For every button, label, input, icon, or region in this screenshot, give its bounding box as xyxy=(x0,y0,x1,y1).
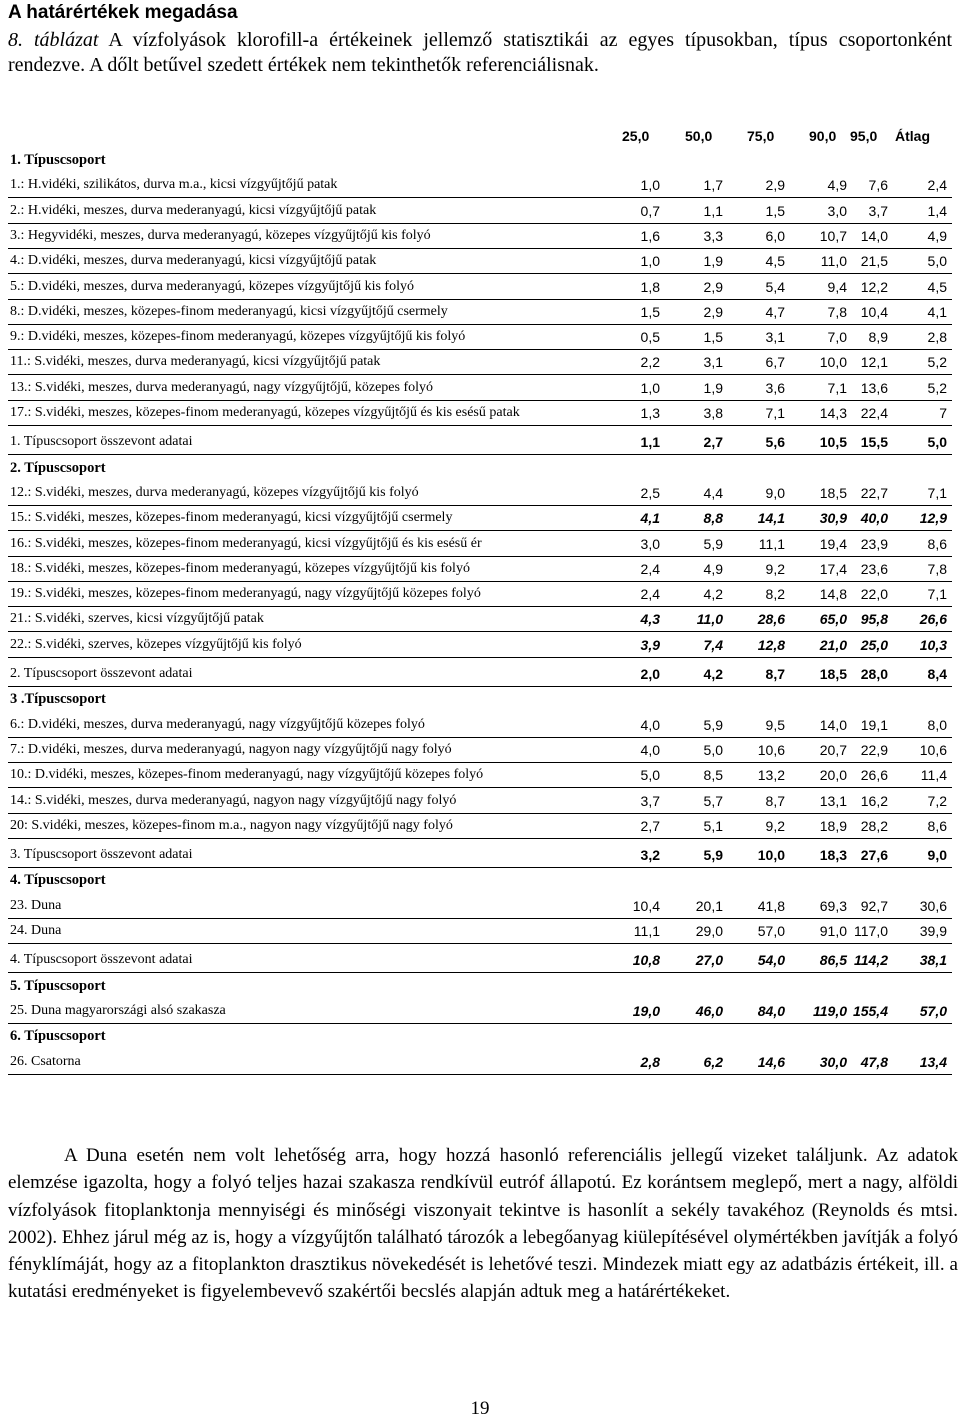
table-row xyxy=(0,742,960,767)
table-row xyxy=(0,203,960,228)
row-label: 7.: D.vidéki, meszes, durva mederanyagú, nagyon nagy vízgyűjtőjű nagy folyó xyxy=(10,741,452,757)
value-cell: 11,0 xyxy=(820,253,847,270)
value-cell: 2,5 xyxy=(640,484,660,501)
value-cell: 4,9 xyxy=(827,177,847,194)
value-cell: 10,5 xyxy=(819,434,847,451)
table-row xyxy=(0,510,960,535)
value-cell: 13,6 xyxy=(860,379,888,396)
value-cell: 22,0 xyxy=(860,586,888,603)
group-title: 4. Típuscsoport xyxy=(10,872,106,889)
value-cell: 39,9 xyxy=(919,923,947,939)
table-row xyxy=(0,717,960,742)
row-label: 22.: S.vidéki, szerves, közepes vízgyűjtőjű kis folyó xyxy=(10,636,302,652)
value-cell: 2,7 xyxy=(703,434,723,451)
value-cell: 6,0 xyxy=(765,227,785,244)
value-cell: 4,0 xyxy=(640,741,660,758)
value-cell: 30,9 xyxy=(819,510,847,527)
value-cell: 57,0 xyxy=(757,923,785,939)
value-cell: 8,2 xyxy=(765,586,785,603)
value-cell: 29,0 xyxy=(695,923,723,939)
value-cell: 30,6 xyxy=(919,897,947,914)
group-summary-row xyxy=(0,952,960,977)
row-label: 4.: D.vidéki, meszes, durva mederanyagú, kicsi vízgyűjtőjű patak xyxy=(10,253,377,269)
value-cell: 14,0 xyxy=(819,716,847,733)
value-cell: 2,4 xyxy=(927,177,947,194)
row-separator xyxy=(8,400,952,401)
value-cell: 155,4 xyxy=(852,1002,888,1019)
value-cell: 1,1 xyxy=(703,202,723,219)
value-cell: 10,3 xyxy=(919,636,947,653)
value-cell: 26,6 xyxy=(919,611,947,628)
value-cell: 2,2 xyxy=(640,354,660,371)
row-separator xyxy=(8,606,952,607)
value-cell: 2,9 xyxy=(703,303,723,320)
value-cell: 8,7 xyxy=(765,792,785,809)
row-label: 3.: Hegyvidéki, meszes, durva mederanyagú, közepes vízgyűjtőjű kis folyó xyxy=(10,227,431,243)
value-cell: 3,7 xyxy=(640,792,660,809)
row-separator xyxy=(8,299,952,300)
value-cell: 1,3 xyxy=(640,405,660,421)
row-label: 18.: S.vidéki, meszes, közepes-finom mederanyagú, közepes vízgyűjtőjű kis folyó xyxy=(10,560,470,576)
value-cell: 92,7 xyxy=(860,897,888,914)
row-label: 3. Típuscsoport összevont adatai xyxy=(10,847,193,863)
row-label: 12.: S.vidéki, meszes, durva mederanyagú, közepes vízgyűjtőjű kis folyó xyxy=(10,484,419,500)
value-cell: 3,6 xyxy=(765,379,785,396)
body-paragraph: A Duna esetén nem volt lehetőség arra, hogy hozzá hasonló referenciális jellegű vizeket találjunk. Az adatok elemzése igazolta, hogy a folyó teljes hazai szakasza rendkívül eutróf állapotú. Ez korántsem meglepő, mert a nagy, alföldi vízfolyások fitoplanktonja mennyiségi és minőségi viszonyait tekintve is hasonlít a sekély tavakéhoz (Reynolds és mtsi. 2002). Ehhez járul még az is, hogy a vízgyűjtőn található tározók a lebegőanyag kiülepítésével olymértékben javítják a folyó fényklímáját, hogy az a fitoplankton drasztikus növekedését is lehetővé teszi. Mindezek miatt egy az adatbázis értékeit, ill. a kutatási eredményeket is figyelembevevő szakértői becslés alapján adtuk meg a határértékeket. xyxy=(8,1145,958,1303)
value-cell: 8,6 xyxy=(927,535,947,552)
value-cell: 3,3 xyxy=(703,227,723,244)
value-cell: 21,5 xyxy=(860,253,888,270)
value-cell: 1,0 xyxy=(640,253,660,270)
value-cell: 1,9 xyxy=(703,379,723,396)
value-cell: 3,9 xyxy=(640,636,660,653)
value-cell: 8,9 xyxy=(868,329,888,346)
value-cell: 14,3 xyxy=(819,405,847,421)
value-cell: 8,0 xyxy=(927,716,947,733)
value-cell: 28,0 xyxy=(860,666,888,682)
value-cell: 5,4 xyxy=(765,278,785,295)
value-cell: 23,6 xyxy=(860,560,888,577)
value-cell: 16,2 xyxy=(860,792,888,809)
value-cell: 3,1 xyxy=(765,329,785,346)
value-cell: 14,6 xyxy=(757,1053,785,1070)
row-separator xyxy=(8,324,952,325)
row-label: 25. Duna magyarországi alsó szakasza xyxy=(10,1002,226,1018)
table-row xyxy=(0,485,960,510)
row-separator xyxy=(8,454,952,455)
value-cell: 8,5 xyxy=(703,767,723,784)
value-cell: 20,7 xyxy=(819,741,847,758)
value-cell: 5,6 xyxy=(765,434,785,451)
value-cell: 12,2 xyxy=(860,278,888,295)
value-cell: 7,1 xyxy=(765,405,785,421)
value-cell: 4,5 xyxy=(927,278,947,295)
row-separator xyxy=(8,838,952,839)
value-cell: 7,0 xyxy=(827,329,847,346)
value-cell: 25,0 xyxy=(860,636,888,653)
value-cell: 10,7 xyxy=(819,227,847,244)
table-row xyxy=(0,898,960,923)
table-row xyxy=(0,329,960,354)
table-row xyxy=(0,767,960,792)
value-cell: 0,7 xyxy=(640,202,660,219)
table-row xyxy=(0,536,960,561)
value-cell: 11,1 xyxy=(758,535,785,552)
value-cell: 5,2 xyxy=(927,354,947,371)
value-cell: 1,0 xyxy=(640,379,660,396)
value-cell: 3,8 xyxy=(703,405,723,421)
value-cell: 86,5 xyxy=(819,952,847,969)
group-title: 1. Típuscsoport xyxy=(10,152,106,168)
value-cell: 1,4 xyxy=(927,202,947,219)
value-cell: 1,5 xyxy=(765,202,785,219)
row-separator xyxy=(8,505,952,506)
value-cell: 7,1 xyxy=(827,379,847,396)
row-separator xyxy=(8,787,952,788)
value-cell: 95,8 xyxy=(860,611,888,628)
value-cell: 17,4 xyxy=(819,560,847,577)
value-cell: 41,8 xyxy=(757,897,785,914)
column-header: 95,0 xyxy=(850,128,878,144)
row-label: 16.: S.vidéki, meszes, közepes-finom mederanyagú, kicsi vízgyűjtőjű és kis esésű ér xyxy=(10,535,482,551)
value-cell: 5,7 xyxy=(703,792,723,809)
value-cell: 2,8 xyxy=(640,1053,660,1070)
value-cell: 1,8 xyxy=(640,278,660,295)
value-cell: 4,5 xyxy=(765,253,785,270)
value-cell: 4,7 xyxy=(765,303,785,320)
row-separator xyxy=(8,425,952,426)
row-label: 14.: S.vidéki, meszes, durva mederanyagú, nagyon nagy vízgyűjtőjű nagy folyó xyxy=(10,792,457,808)
table-row xyxy=(0,923,960,948)
table-row xyxy=(0,405,960,430)
value-cell: 1,7 xyxy=(703,177,723,194)
table-row xyxy=(0,253,960,278)
section-heading: A határértékek megadása xyxy=(8,2,238,23)
value-cell: 11,1 xyxy=(633,923,660,939)
value-cell: 15,5 xyxy=(860,434,888,451)
value-cell: 4,2 xyxy=(703,666,723,682)
group-title: 2. Típuscsoport xyxy=(10,459,106,476)
value-cell: 7,1 xyxy=(927,484,947,501)
value-cell: 54,0 xyxy=(757,952,785,969)
value-cell: 3,1 xyxy=(703,354,723,371)
value-cell: 10,4 xyxy=(860,303,888,320)
row-separator xyxy=(8,273,952,274)
row-label: 9.: D.vidéki, meszes, közepes-finom mederanyagú, közepes vízgyűjtőjű kis folyó xyxy=(10,329,466,345)
row-separator xyxy=(8,737,952,738)
value-cell: 10,0 xyxy=(757,847,785,864)
value-cell: 5,9 xyxy=(703,847,723,864)
group-title: 6. Típuscsoport xyxy=(10,1028,106,1045)
row-separator xyxy=(8,223,952,224)
table-row xyxy=(0,1003,960,1028)
row-label: 1. Típuscsoport összevont adatai xyxy=(10,434,193,450)
value-cell: 28,2 xyxy=(860,817,888,834)
row-label: 2. Típuscsoport összevont adatai xyxy=(10,666,193,681)
row-label: 13.: S.vidéki, meszes, durva mederanyagú, nagy vízgyűjtőjű, közepes folyó xyxy=(10,379,434,395)
row-separator xyxy=(8,918,952,919)
value-cell: 12,1 xyxy=(860,354,888,371)
row-label: 15.: S.vidéki, meszes, közepes-finom mederanyagú, kicsi vízgyűjtőjű csermely xyxy=(10,510,453,526)
row-label: 10.: D.vidéki, meszes, közepes-finom mederanyagú, nagy vízgyűjtőjű közepes folyó xyxy=(10,767,484,783)
value-cell: 22,7 xyxy=(860,484,888,501)
value-cell: 91,0 xyxy=(819,923,847,939)
row-label: 21.: S.vidéki, szerves, kicsi vízgyűjtőjű patak xyxy=(10,611,264,627)
value-cell: 5,1 xyxy=(703,817,723,834)
value-cell: 4,3 xyxy=(640,611,660,628)
value-cell: 2,8 xyxy=(927,329,947,346)
value-cell: 4,9 xyxy=(927,227,947,244)
value-cell: 2,9 xyxy=(703,278,723,295)
value-cell: 9,0 xyxy=(927,847,947,864)
value-cell: 7,8 xyxy=(827,303,847,320)
value-cell: 57,0 xyxy=(919,1002,947,1019)
row-separator xyxy=(8,197,952,198)
value-cell: 2,4 xyxy=(640,586,660,603)
value-cell: 5,9 xyxy=(703,716,723,733)
column-header: 50,0 xyxy=(685,128,713,144)
value-cell: 9,5 xyxy=(765,716,785,733)
value-cell: 12,8 xyxy=(757,636,785,653)
value-cell: 8,6 xyxy=(927,817,947,834)
table-row xyxy=(0,586,960,611)
value-cell: 38,1 xyxy=(919,952,947,969)
row-label: 8.: D.vidéki, meszes, közepes-finom mederanyagú, kicsi vízgyűjtőjű csermely xyxy=(10,303,448,319)
value-cell: 4,4 xyxy=(703,484,723,501)
row-separator xyxy=(8,248,952,249)
value-cell: 18,5 xyxy=(819,484,847,501)
table-row xyxy=(0,354,960,379)
value-cell: 8,4 xyxy=(927,666,947,682)
value-cell: 0,5 xyxy=(640,329,660,346)
row-separator xyxy=(8,972,952,973)
value-cell: 7,2 xyxy=(927,792,947,809)
row-separator xyxy=(8,530,952,531)
value-cell: 117,0 xyxy=(854,923,888,939)
value-cell: 40,0 xyxy=(860,510,888,527)
row-label: 26. Csatorna xyxy=(10,1053,81,1069)
row-separator xyxy=(8,556,952,557)
value-cell: 13,4 xyxy=(919,1053,947,1070)
value-cell: 10,8 xyxy=(632,952,660,969)
value-cell: 9,4 xyxy=(827,278,847,295)
value-cell: 11,4 xyxy=(920,767,947,784)
group-summary-row xyxy=(0,434,960,459)
value-cell: 6,2 xyxy=(703,1053,723,1070)
group-summary-row xyxy=(0,666,960,691)
row-separator xyxy=(8,1074,952,1075)
value-cell: 10,6 xyxy=(757,741,785,758)
value-cell: 10,4 xyxy=(632,897,660,914)
value-cell: 2,9 xyxy=(765,177,785,194)
row-label: 19.: S.vidéki, meszes, közepes-finom mederanyagú, nagy vízgyűjtőjű közepes folyó xyxy=(10,586,481,602)
value-cell: 1,5 xyxy=(640,303,660,320)
row-label: 5.: D.vidéki, meszes, durva mederanyagú, közepes vízgyűjtőjű kis folyó xyxy=(10,278,414,294)
table-row xyxy=(0,380,960,405)
value-cell: 14,0 xyxy=(860,227,888,244)
value-cell: 20,1 xyxy=(695,897,723,914)
value-cell: 114,2 xyxy=(854,952,888,969)
value-cell: 9,0 xyxy=(765,484,785,501)
value-cell: 1,1 xyxy=(640,434,660,451)
value-cell: 28,6 xyxy=(757,611,785,628)
value-cell: 4,0 xyxy=(640,716,660,733)
value-cell: 3,2 xyxy=(640,847,660,864)
value-cell: 11,0 xyxy=(696,611,723,628)
value-cell: 21,0 xyxy=(819,636,847,653)
value-cell: 1,5 xyxy=(703,329,723,346)
value-cell: 9,2 xyxy=(765,560,785,577)
row-separator xyxy=(8,581,952,582)
column-header: Átlag xyxy=(895,128,930,144)
value-cell: 46,0 xyxy=(695,1002,723,1019)
table-row xyxy=(0,793,960,818)
value-cell: 5,0 xyxy=(640,767,660,784)
row-label: 11.: S.vidéki, meszes, durva mederanyagú, kicsi vízgyűjtőjű patak xyxy=(10,354,381,370)
value-cell: 27,0 xyxy=(695,952,723,969)
value-cell: 4,1 xyxy=(927,303,947,320)
row-separator xyxy=(8,1023,952,1024)
value-cell: 9,2 xyxy=(765,817,785,834)
value-cell: 7,1 xyxy=(927,586,947,603)
table-row xyxy=(0,637,960,662)
value-cell: 13,2 xyxy=(757,767,785,784)
column-header: 25,0 xyxy=(622,128,650,144)
row-label: 17.: S.vidéki, meszes, közepes-finom mederanyagú, közepes vízgyűjtőjű és kis esésű patak xyxy=(10,405,520,420)
value-cell: 27,6 xyxy=(860,847,888,864)
value-cell: 3,7 xyxy=(868,202,888,219)
value-cell: 69,3 xyxy=(819,897,847,914)
column-header: 75,0 xyxy=(747,128,775,144)
table-caption xyxy=(8,28,952,78)
row-separator xyxy=(8,349,952,350)
row-label: 2.: H.vidéki, meszes, durva mederanyagú, kicsi vízgyűjtőjű patak xyxy=(10,202,377,218)
value-cell: 1,9 xyxy=(703,253,723,270)
group-title: 5. Típuscsoport xyxy=(10,977,106,994)
table-row xyxy=(0,561,960,586)
value-cell: 1,0 xyxy=(640,177,660,194)
value-cell: 19,4 xyxy=(819,535,847,552)
column-header: 90,0 xyxy=(809,128,837,144)
row-separator xyxy=(8,867,952,868)
row-separator xyxy=(8,631,952,632)
value-cell: 10,6 xyxy=(919,741,947,758)
table-row xyxy=(0,611,960,636)
value-cell: 8,7 xyxy=(765,666,785,682)
table-row xyxy=(0,177,960,202)
table-row xyxy=(0,279,960,304)
value-cell: 4,2 xyxy=(703,586,723,603)
value-cell: 4,9 xyxy=(703,560,723,577)
row-separator xyxy=(8,943,952,944)
value-cell: 26,6 xyxy=(860,767,888,784)
value-cell: 10,0 xyxy=(819,354,847,371)
row-label: 6.: D.vidéki, meszes, durva mederanyagú, nagy vízgyűjtőjű közepes folyó xyxy=(10,716,425,732)
value-cell: 2,0 xyxy=(640,666,660,682)
value-cell: 5,2 xyxy=(927,379,947,396)
value-cell: 84,0 xyxy=(757,1002,785,1019)
value-cell: 5,9 xyxy=(703,535,723,552)
value-cell: 18,5 xyxy=(819,666,847,682)
value-cell: 19,0 xyxy=(632,1002,660,1019)
row-label: 23. Duna xyxy=(10,897,62,913)
value-cell: 13,1 xyxy=(819,792,847,809)
row-separator xyxy=(8,686,952,687)
row-label: 4. Típuscsoport összevont adatai xyxy=(10,952,193,968)
value-cell: 12,9 xyxy=(919,510,947,527)
value-cell: 30,0 xyxy=(819,1053,847,1070)
value-cell: 3,0 xyxy=(827,202,847,219)
table-row xyxy=(0,304,960,329)
row-separator xyxy=(8,813,952,814)
value-cell: 7,8 xyxy=(927,560,947,577)
value-cell: 14,8 xyxy=(819,586,847,603)
value-cell: 22,4 xyxy=(860,405,888,421)
row-label: 24. Duna xyxy=(10,923,62,938)
value-cell: 22,9 xyxy=(860,741,888,758)
value-cell: 5,0 xyxy=(927,253,947,270)
row-separator xyxy=(8,762,952,763)
value-cell: 18,3 xyxy=(819,847,847,864)
row-separator xyxy=(8,657,952,658)
table-row xyxy=(0,818,960,843)
value-cell: 3,0 xyxy=(640,535,660,552)
value-cell: 65,0 xyxy=(819,611,847,628)
value-cell: 7,4 xyxy=(703,636,723,653)
value-cell: 7,6 xyxy=(868,177,888,194)
table-reference: 8. táblázat xyxy=(8,29,99,51)
value-cell: 119,0 xyxy=(813,1002,847,1019)
value-cell: 8,8 xyxy=(703,510,723,527)
value-cell: 18,9 xyxy=(819,817,847,834)
table-row xyxy=(0,228,960,253)
value-cell: 6,7 xyxy=(765,354,785,371)
value-cell: 4,1 xyxy=(640,510,660,527)
row-separator xyxy=(8,374,952,375)
value-cell: 1,6 xyxy=(640,227,660,244)
value-cell: 5,0 xyxy=(927,434,947,451)
value-cell: 23,9 xyxy=(860,535,888,552)
value-cell: 2,7 xyxy=(640,817,660,834)
value-cell: 14,1 xyxy=(757,510,785,527)
row-label: 20: S.vidéki, meszes, közepes-finom m.a., nagyon nagy vízgyűjtőjű nagy folyó xyxy=(10,817,453,833)
page-number: 19 xyxy=(470,1398,490,1419)
group-summary-row xyxy=(0,847,960,872)
value-cell: 7 xyxy=(939,405,947,421)
caption-text: A vízfolyások klorofill-a értékeinek jellemző statisztikái az egyes típusokban, típus csoportonként rendezve. A dőlt betűvel szedett értékek nem tekinthetők referenciálisnak. xyxy=(8,29,953,76)
value-cell: 47,8 xyxy=(860,1053,888,1070)
value-cell: 5,0 xyxy=(703,741,723,758)
table-row xyxy=(0,1054,960,1079)
row-label: 1.: H.vidéki, szilikátos, durva m.a., kicsi vízgyűjtőjű patak xyxy=(10,177,338,193)
group-title: 3 .Típuscsoport xyxy=(10,691,106,708)
value-cell: 19,1 xyxy=(860,716,888,733)
value-cell: 20,0 xyxy=(819,767,847,784)
value-cell: 2,4 xyxy=(640,560,660,577)
